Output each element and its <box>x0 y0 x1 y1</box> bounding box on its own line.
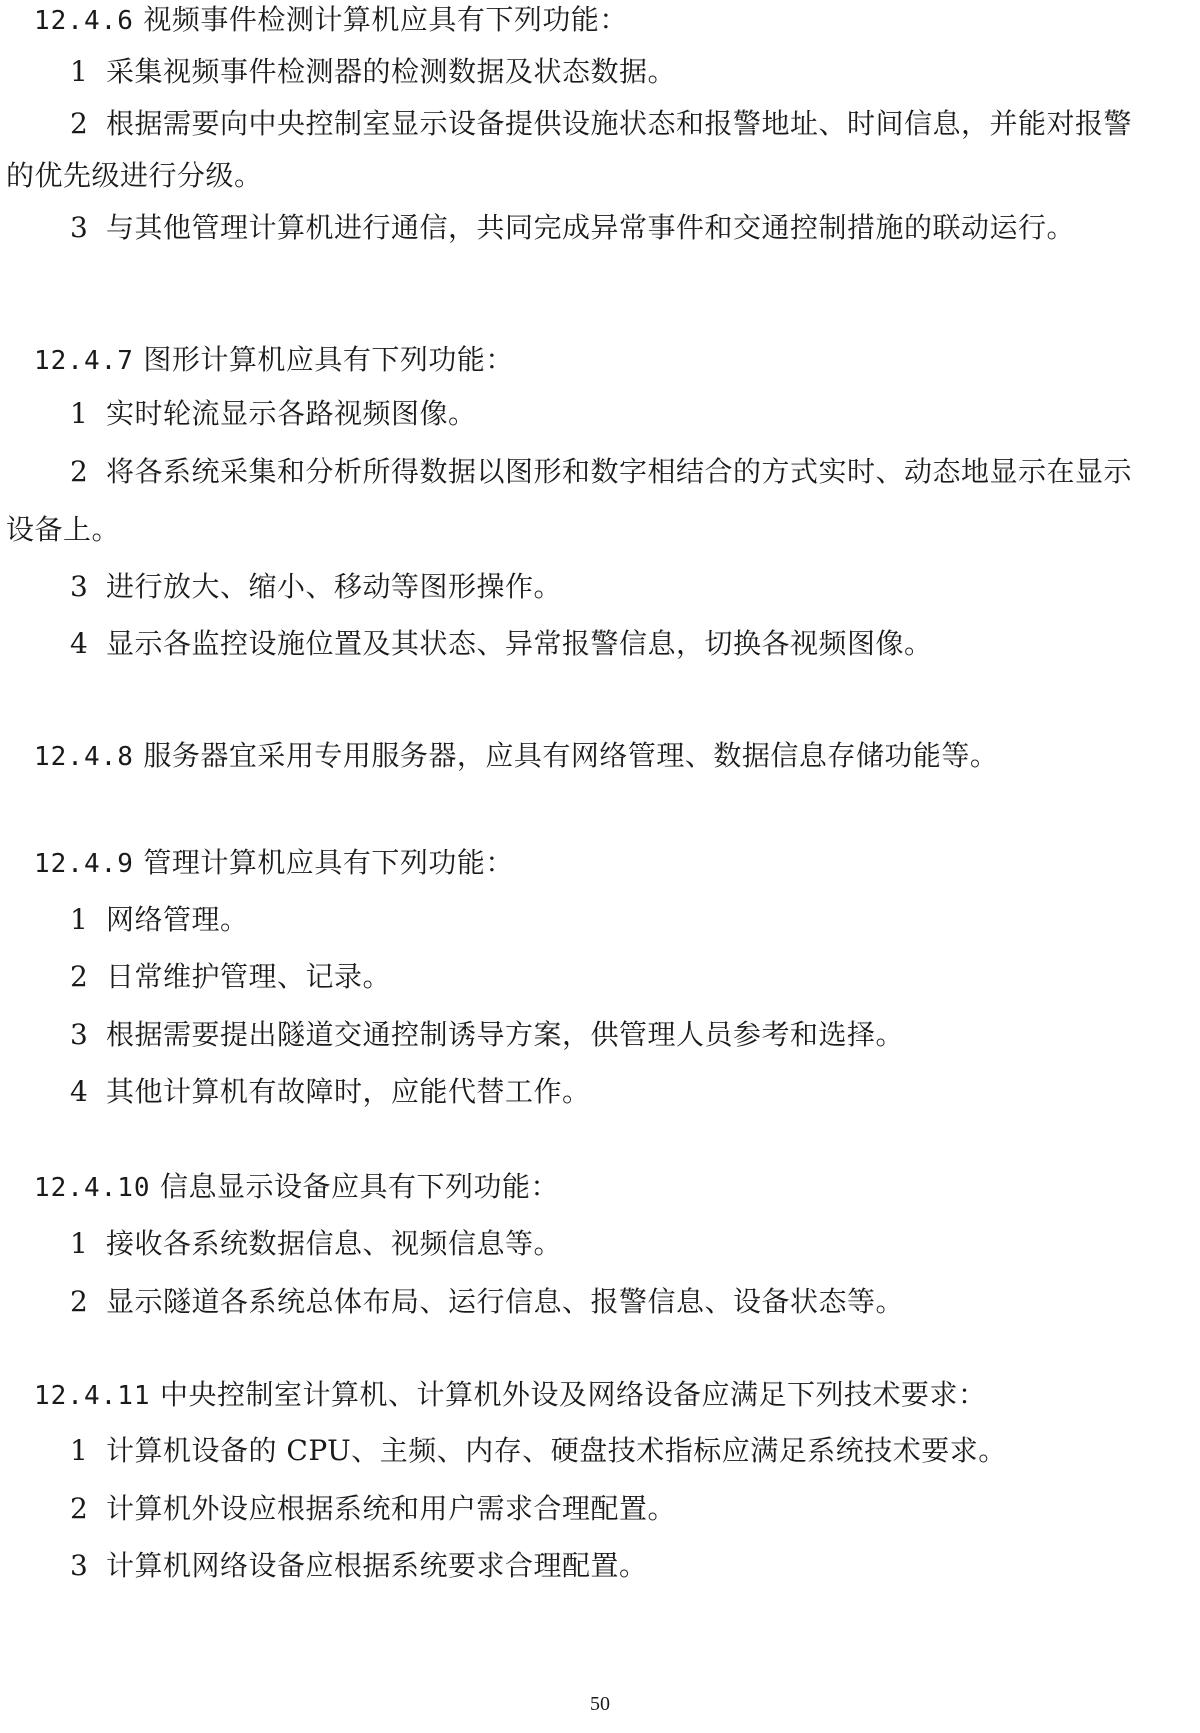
section-heading <box>34 1375 987 1416</box>
list-item <box>70 900 249 940</box>
list-item <box>70 957 391 997</box>
section-heading <box>34 0 628 41</box>
item-number: 1 <box>70 1227 89 1260</box>
section-number: 12.4.9 <box>34 849 134 879</box>
item-text: 采集视频事件检测器的检测数据及状态数据。 <box>106 55 677 88</box>
section-number: 12.4.7 <box>34 346 134 376</box>
item-number: 3 <box>70 570 89 603</box>
item-text: 日常维护管理、记录。 <box>106 960 392 993</box>
list-item <box>70 1015 904 1055</box>
section-number: 12.4.6 <box>34 6 134 36</box>
section-number: 12.4.11 <box>34 1381 151 1411</box>
list-item <box>70 208 1075 248</box>
section-title: 管理计算机应具有下列功能： <box>143 846 514 879</box>
section-number: 12.4.10 <box>34 1173 151 1203</box>
section-title: 图形计算机应具有下列功能： <box>143 343 514 376</box>
item-text: 根据需要向中央控制室显示设备提供设施状态和报警地址、时间信息，并能对报警 <box>106 107 1133 140</box>
section-heading <box>34 843 514 884</box>
item-text: 根据需要提出隧道交通控制诱导方案，供管理人员参考和选择。 <box>106 1018 905 1051</box>
list-item <box>70 104 1132 144</box>
section-number: 12.4.8 <box>34 742 134 772</box>
list-item <box>70 624 933 664</box>
list-item <box>70 52 676 92</box>
list-item <box>70 1072 591 1112</box>
item-number: 1 <box>70 1434 89 1467</box>
item-text: 显示隧道各系统总体布局、运行信息、报警信息、设备状态等。 <box>106 1285 905 1318</box>
list-item <box>70 567 562 607</box>
item-text: 其他计算机有故障时，应能代替工作。 <box>106 1075 591 1108</box>
item-text: 将各系统采集和分析所得数据以图形和数字相结合的方式实时、动态地显示在显示 <box>106 455 1133 488</box>
item-text: 接收各系统数据信息、视频信息等。 <box>106 1227 563 1260</box>
item-text: 网络管理。 <box>106 903 249 936</box>
section-heading <box>34 1167 559 1208</box>
list-item <box>70 1431 1007 1471</box>
list-item <box>70 1546 648 1586</box>
item-text: 计算机网络设备应根据系统要求合理配置。 <box>106 1549 648 1582</box>
section-title: 视频事件检测计算机应具有下列功能： <box>143 3 628 36</box>
item-text: 实时轮流显示各路视频图像。 <box>106 397 477 430</box>
item-text: 与其他管理计算机进行通信，共同完成异常事件和交通控制措施的联动运行。 <box>106 211 1076 244</box>
section-heading <box>34 736 998 777</box>
item-number: 3 <box>70 1549 89 1582</box>
item-number: 2 <box>70 107 89 140</box>
page-number: 50 <box>590 1693 610 1715</box>
item-continuation: 的优先级进行分级。 <box>6 159 263 192</box>
list-item <box>70 1224 562 1264</box>
item-number: 1 <box>70 903 89 936</box>
item-text: 计算机设备的 CPU、主频、内存、硬盘技术指标应满足系统技术要求。 <box>106 1434 1007 1467</box>
item-number: 2 <box>70 455 89 488</box>
section-title: 信息显示设备应具有下列功能： <box>159 1170 559 1203</box>
list-item <box>70 1282 904 1322</box>
item-number: 1 <box>70 55 89 88</box>
item-text: 计算机外设应根据系统和用户需求合理配置。 <box>106 1492 677 1525</box>
item-text: 进行放大、缩小、移动等图形操作。 <box>106 570 563 603</box>
item-text: 显示各监控设施位置及其状态、异常报警信息，切换各视频图像。 <box>106 627 933 660</box>
list-item <box>70 1489 676 1529</box>
list-item <box>70 394 477 434</box>
section-title: 中央控制室计算机、计算机外设及网络设备应满足下列技术要求： <box>159 1378 987 1411</box>
item-number: 1 <box>70 397 89 430</box>
item-number: 2 <box>70 1285 89 1318</box>
item-number: 4 <box>70 627 89 660</box>
item-number: 3 <box>70 1018 89 1051</box>
section-heading <box>34 340 514 381</box>
item-number: 2 <box>70 1492 89 1525</box>
list-item <box>70 452 1132 492</box>
item-number: 2 <box>70 960 89 993</box>
item-continuation: 设备上。 <box>6 513 121 546</box>
item-number: 4 <box>70 1075 89 1108</box>
item-number: 3 <box>70 211 89 244</box>
section-title: 服务器宜采用专用服务器，应具有网络管理、数据信息存储功能等。 <box>143 739 999 772</box>
